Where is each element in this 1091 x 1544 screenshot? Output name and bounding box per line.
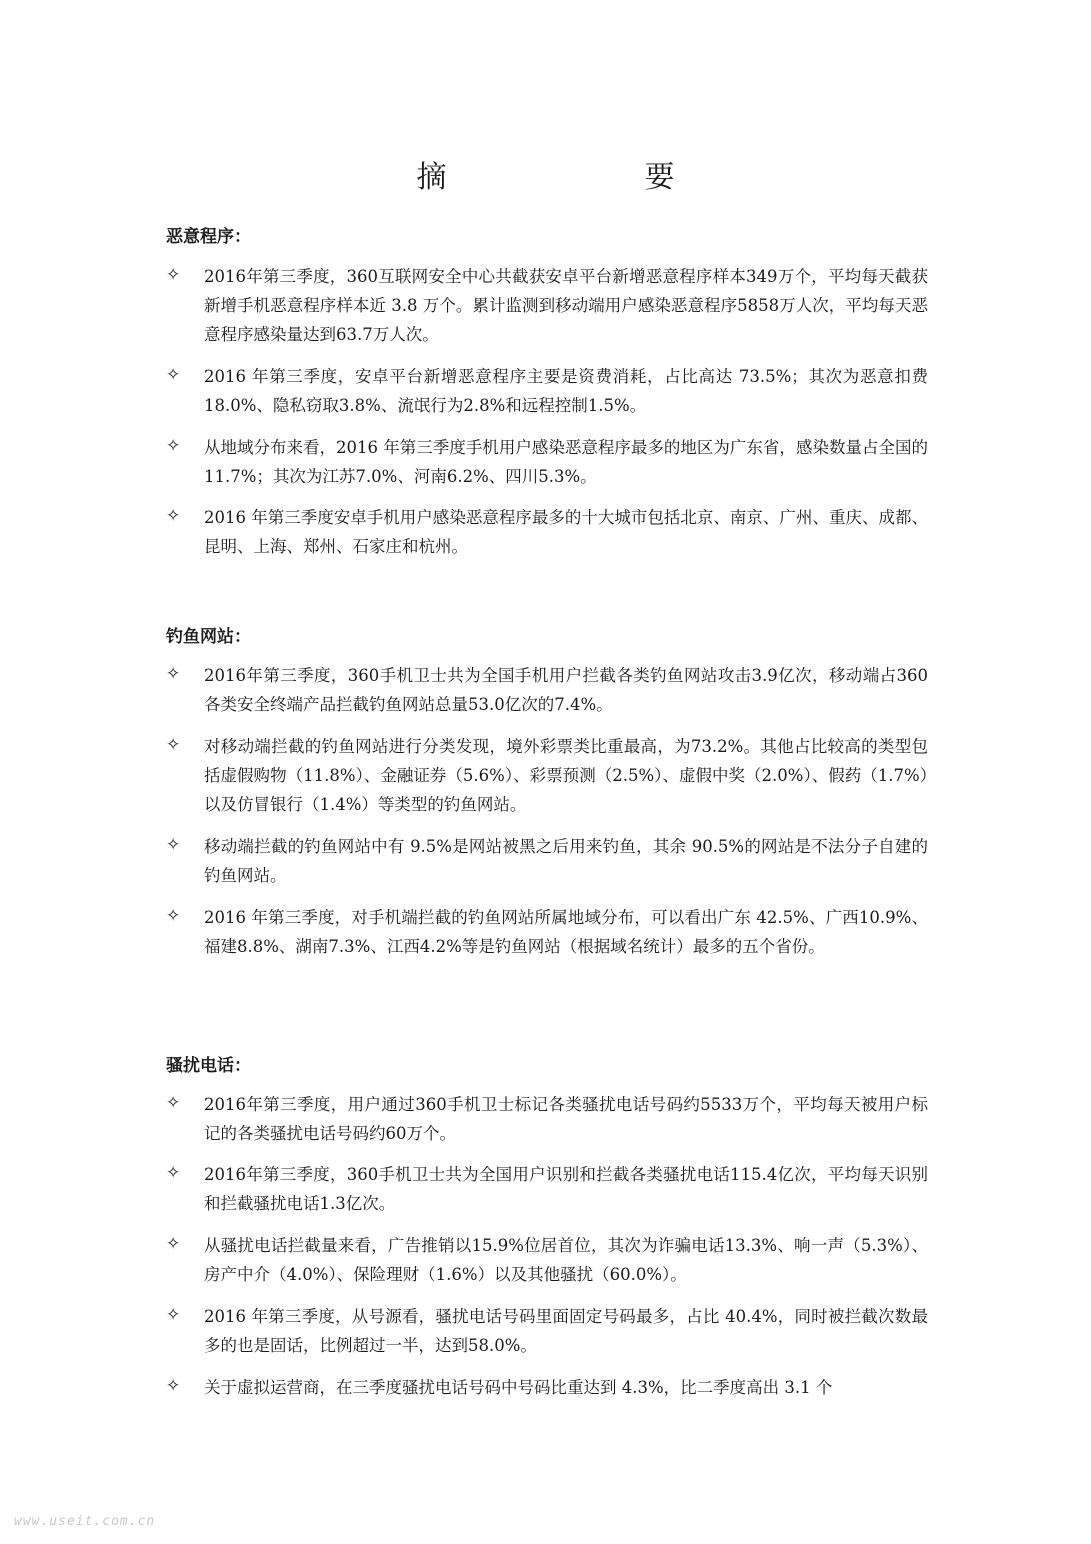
- diamond-star-icon: ✧: [166, 835, 181, 855]
- section-heading-harassment-calls: 骚扰电话：: [166, 1056, 251, 1076]
- diamond-star-icon: ✧: [166, 1376, 181, 1396]
- watermark: www.useit.com.cn: [14, 1514, 156, 1529]
- diamond-star-icon: ✧: [166, 906, 181, 926]
- diamond-star-icon: ✧: [166, 664, 181, 684]
- list-item-text: 2016 年第三季度，对手机端拦截的钓鱼网站所属地域分布，可以看出广东 42.5%、广西10.9%、福建8.8%、湖南7.3%、江西4.2%等是钓鱼网站（根据域名统计）最多的五个省份。: [204, 908, 928, 956]
- diamond-star-icon: ✧: [166, 1234, 181, 1254]
- list-item-text: 2016年第三季度，360互联网安全中心共截获安卓平台新增恶意程序样本349万个，平均每天截获新增手机恶意程序样本近 3.8 万个。累计监测到移动端用户感染恶意程序5858万人次，平均每天恶意程序感染量达到63.7万人次。: [204, 267, 928, 344]
- list-item-text: 移动端拦截的钓鱼网站中有 9.5%是网站被黑之后用来钓鱼，其余 90.5%的网站是不法分子自建的钓鱼网站。: [204, 837, 928, 885]
- list-item-text: 从骚扰电话拦截量来看，广告推销以15.9%位居首位，其次为诈骗电话13.3%、响一声（5.3%）、房产中介（4.0%）、保险理财（1.6%）以及其他骚扰（60.0%）。: [204, 1236, 928, 1284]
- diamond-star-icon: ✧: [166, 436, 181, 456]
- section-heading-phishing: 钓鱼网站：: [166, 627, 251, 647]
- diamond-star-icon: ✧: [166, 1093, 181, 1113]
- diamond-star-icon: ✧: [166, 265, 181, 285]
- list-item-text: 2016 年第三季度，从号源看，骚扰电话号码里面固定号码最多，占比 40.4%，同时被拦截次数最多的也是固话，比例超过一半，达到58.0%。: [204, 1307, 928, 1355]
- list-item-text: 2016年第三季度，用户通过360手机卫士标记各类骚扰电话号码约5533万个，平均每天被用户标记的各类骚扰电话号码约60万个。: [204, 1095, 928, 1143]
- diamond-star-icon: ✧: [166, 365, 181, 385]
- diamond-star-icon: ✧: [166, 1163, 181, 1183]
- list-item-text: 2016 年第三季度安卓手机用户感染恶意程序最多的十大城市包括北京、南京、广州、重庆、成都、昆明、上海、郑州、石家庄和杭州。: [204, 508, 928, 556]
- diamond-star-icon: ✧: [166, 506, 181, 526]
- page-title: 摘 要: [416, 160, 721, 195]
- list-item-text: 从地域分布来看，2016 年第三季度手机用户感染恶意程序最多的地区为广东省，感染数量占全国的11.7%；其次为江苏7.0%、河南6.2%、四川5.3%。: [204, 438, 928, 486]
- list-item-text: 2016年第三季度，360手机卫士共为全国手机用户拦截各类钓鱼网站攻击3.9亿次，移动端占360各类安全终端产品拦截钓鱼网站总量53.0亿次的7.4%。: [204, 666, 928, 714]
- list-item-text: 对移动端拦截的钓鱼网站进行分类发现，境外彩票类比重最高，为73.2%。其他占比较高的类型包括虚假购物（11.8%）、金融证券（5.6%）、彩票预测（2.5%）、虚假中奖（2.0%）、假药（1.7%）以及仿冒银行（1.4%）等类型的钓鱼网站。: [204, 737, 928, 814]
- diamond-star-icon: ✧: [166, 735, 181, 755]
- diamond-star-icon: ✧: [166, 1305, 181, 1325]
- section-heading-malware: 恶意程序：: [166, 227, 251, 247]
- list-item-text: 2016年第三季度，360手机卫士共为全国用户识别和拦截各类骚扰电话115.4亿次，平均每天识别和拦截骚扰电话1.3亿次。: [204, 1165, 928, 1213]
- list-item-text: 关于虚拟运营商，在三季度骚扰电话号码中号码比重达到 4.3%，比二季度高出 3.1 个: [204, 1378, 833, 1397]
- list-item-text: 2016 年第三季度，安卓平台新增恶意程序主要是资费消耗，占比高达 73.5%；其次为恶意扣费18.0%、隐私窃取3.8%、流氓行为2.8%和远程控制1.5%。: [204, 367, 928, 415]
